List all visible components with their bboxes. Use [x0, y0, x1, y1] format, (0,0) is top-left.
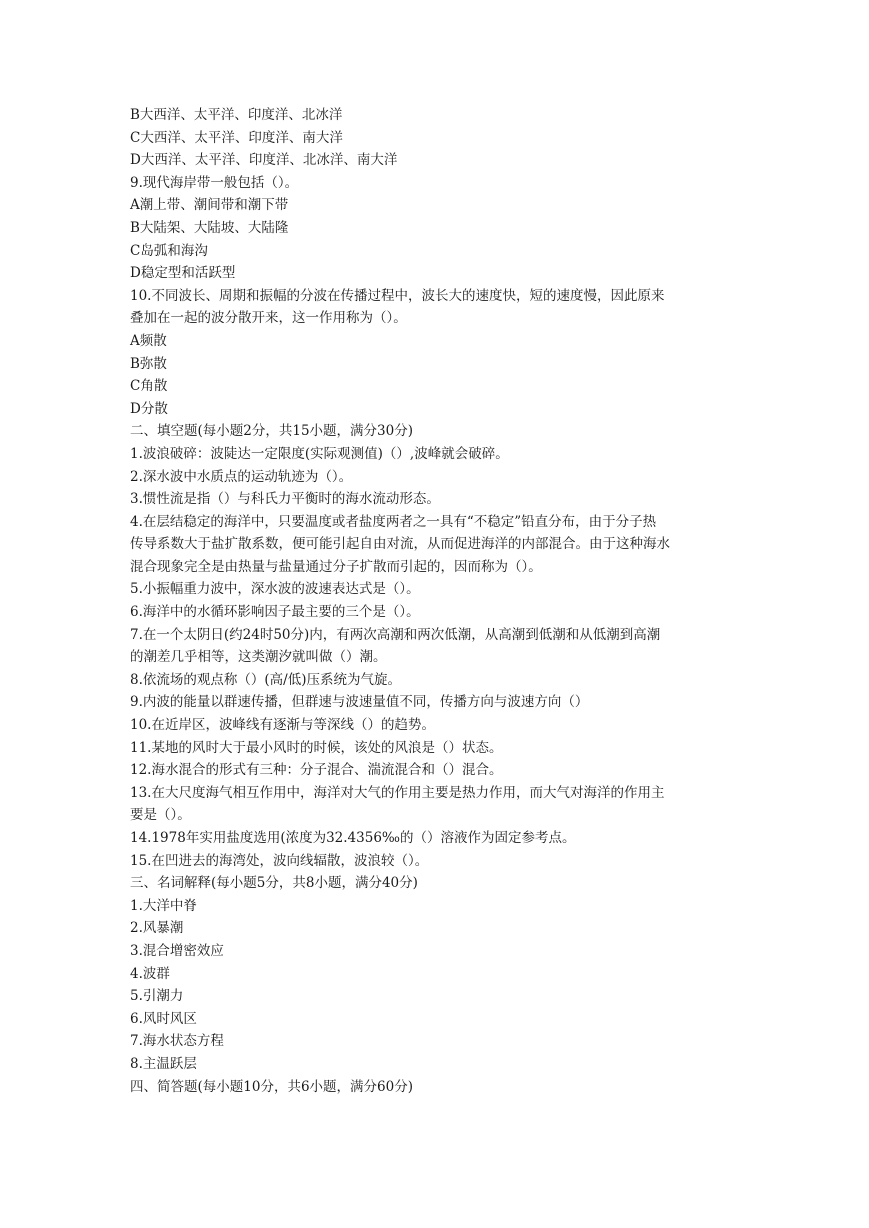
- option-line: D分散: [130, 400, 168, 417]
- question-line: 15.在凹进去的海湾处，波向线辐散，波浪较（）。: [130, 852, 429, 869]
- question-line: 叠加在一起的波分散开来，这一作用称为（）。: [130, 310, 407, 327]
- question-line: 12.海水混合的形式有三种：分子混合、湍流混合和（）混合。: [130, 762, 503, 779]
- term-item: 3.混合增密效应: [130, 942, 224, 959]
- option-line: B大西洋、太平洋、印度洋、北冰洋: [130, 107, 343, 123]
- question-line: 9.现代海岸带一般包括（）。: [130, 174, 299, 191]
- option-line: D大西洋、太平洋、印度洋、北冰洋、南大洋: [130, 152, 398, 169]
- section-heading: 二、填空题(每小题2分，共15小题，满分30分): [130, 423, 413, 440]
- option-line: B大陆架、大陆坡、大陆隆: [130, 219, 289, 236]
- question-line: 要是（）。: [130, 807, 191, 824]
- question-line: 混合现象完全是由热量与盐量通过分子扩散而引起的，因而称为（）。: [130, 558, 542, 575]
- question-line: 4.在层结稳定的海洋中，只要温度或者盐度两者之一具有“不稳定”铅直分布，由于分子热: [130, 513, 657, 530]
- question-line: 5.小振幅重力波中，深水波的波速表达式是（）。: [130, 581, 420, 598]
- section-heading: 四、简答题(每小题10分，共6小题，满分60分): [130, 1078, 413, 1095]
- question-line: 7.在一个太阴日(约24时50分)内，有两次高潮和两次低潮，从高潮到低潮和从低潮到高潮: [130, 626, 661, 643]
- question-line: 1.波浪破碎：波陡达一定限度(实际观测值)（）,波峰就会破碎。: [130, 445, 509, 462]
- question-line: 10.不同波长、周期和振幅的分波在传播过程中，波长大的速度快，短的速度慢，因此原来: [130, 287, 665, 304]
- question-line: 11.某地的风时大于最小风时的时候，该处的风浪是（）状态。: [130, 739, 503, 756]
- option-line: C岛弧和海沟: [130, 242, 208, 259]
- question-line: 6.海洋中的水循环影响因子最主要的三个是（）。: [130, 604, 420, 621]
- option-line: A潮上带、潮间带和潮下带: [130, 197, 289, 214]
- question-line: 10.在近岸区，波峰线有逐渐与等深线（）的趋势。: [130, 717, 435, 734]
- term-item: 1.大洋中脊: [130, 897, 197, 914]
- question-line: 传导系数大于盐扩散系数，便可能引起自由对流，从而促进海洋的内部混合。由于这种海水: [130, 536, 670, 553]
- question-line: 2.深水波中水质点的运动轨迹为（）。: [130, 468, 353, 485]
- option-line: C角散: [130, 378, 168, 395]
- question-line: 13.在大尺度海气相互作用中，海洋对大气的作用主要是热力作用，而大气对海洋的作用主: [130, 784, 665, 801]
- option-line: B弥散: [130, 355, 167, 372]
- section-heading: 三、名词解释(每小题5分，共8小题，满分40分): [130, 875, 418, 892]
- term-item: 4.波群: [130, 965, 170, 982]
- option-line: C大西洋、太平洋、印度洋、南大洋: [130, 129, 343, 146]
- term-item: 8.主温跃层: [130, 1055, 197, 1072]
- term-item: 6.风时风区: [130, 1010, 197, 1027]
- term-item: 2.风暴潮: [130, 920, 184, 937]
- option-line: A频散: [130, 332, 167, 349]
- question-line: 8.依流场的观点称（）(高/低)压系统为气旋。: [130, 671, 401, 688]
- term-item: 5.引潮力: [130, 988, 184, 1005]
- question-line: 3.惯性流是指（）与科氏力平衡时的海水流动形态。: [130, 491, 440, 508]
- term-item: 7.海水状态方程: [130, 1033, 224, 1050]
- option-line: D稳定型和活跃型: [130, 265, 236, 282]
- question-line: 的潮差几乎相等，这类潮汐就叫做（）潮。: [130, 649, 387, 666]
- document-body: [130, 104, 750, 1098]
- question-line: 9.内波的能量以群速传播，但群速与波速量值不同，传播方向与波速方向（）: [130, 694, 589, 711]
- question-line: 14.1978年实用盐度选用(浓度为32.4356‰的（）溶液作为固定参考点。: [130, 830, 576, 846]
